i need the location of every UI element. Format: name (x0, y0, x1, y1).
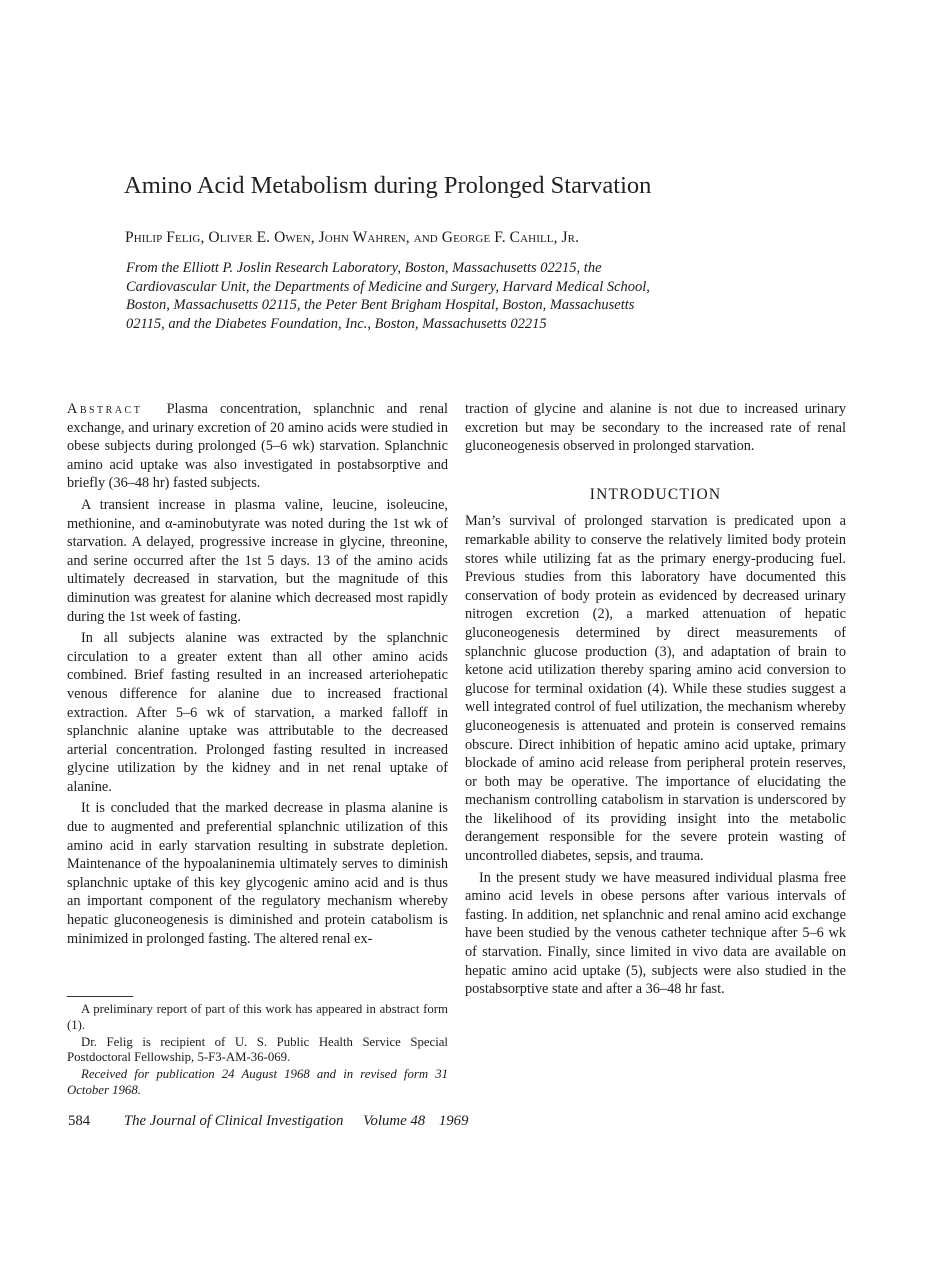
journal-volume: Volume 48 (363, 1113, 426, 1129)
journal-name: The Journal of Clinical Investigation (123, 1113, 344, 1129)
page-title: Amino Acid Metabolism during Prolonged Starvation (124, 172, 652, 199)
introduction-heading: INTRODUCTION (589, 485, 722, 503)
page-number: 584 (68, 1113, 91, 1129)
abstract-paragraph-2: A transient increase in plasma valine, leucine, isoleucine, methionine, and α-aminobutyrate was noted during the 1st wk of starvation. A delayed, progressive increase in glycine, threonine, and serine occurred after the 1st 5 days. 13 of the amino acids ultimately decreased in starvation, but the magnitude of this diminution was greatest for alanine which decreased most rapidly during the 1st week of fasting. (67, 496, 448, 625)
journal-year: 1969 (438, 1113, 469, 1129)
footnote-1: A preliminary report of part of this work has appeared in abstract form (1). (67, 1002, 448, 1032)
abstract-lead: Abstract (67, 401, 143, 417)
left-column (67, 400, 448, 951)
footnote-2: Dr. Felig is recipient of U. S. Public Health Service Special Postdoctoral Fellowship, 5-F3-AM-36-069. (67, 1034, 448, 1065)
right-column (465, 400, 846, 1002)
footnote-rule (67, 996, 133, 997)
abstract-paragraph-3: In all subjects alanine was extracted by the splanchnic circulation to a greater extent than all other amino acids combined. Brief fasting resulted in an increased arteriohepatic venous difference for alanine due to increased fractional extraction. After 5–6 wk of starvation, a marked falloff in splanchnic alanine uptake was attributable to the decreased arterial concentration. Prolonged fasting resulted in increased glycine utilization by the kidney and in net renal uptake of alanine. (67, 630, 448, 795)
footnote-3: Received for publication 24 August 1968 and in revised form 31 October 1968. (67, 1067, 448, 1097)
abstract-paragraph-1-text: Plasma concentration, splanchnic and renal exchange, and urinary excretion of 20 amino acids were studied in obese subjects during prolonged (5–6 wk) starvation. Splanchnic amino acid uptake was also investigated in postabsorptive and briefly (36–48 hr) fasted subjects. (67, 401, 449, 492)
introduction-paragraph-1: Man’s survival of prolonged starvation is predicated upon a remarkable ability to conserve the relatively limited body protein stores while utilizing fat as the primary energy-producing fuel. Previous studies from this laboratory have documented this conservation of body protein as evidenced by decreased urinary nitrogen excretion (2), a marked attenuation of hepatic gluconeogenesis determined by direct measurements of splanchnic glucose production (3), and adaptation of brain to ketone acid utilization thereby sparing amino acid conversion to glucose for terminal oxidation (4). While these studies suggest a well integrated control of fuel utilization, the mechanism whereby gluconeogenesis is attenuated and protein is conserved remains obscure. Direct inhibition of hepatic amino acid uptake, primary blockade of amino acid release from peripheral protein reserves, or both may be operative. The importance of elucidating the mechanism controlling catabolism in starvation is underscored by the likelihood of its providing insight into the metabolic derangement responsible for the severe protein wasting of uncontrolled diabetes, sepsis, and trauma. (465, 513, 846, 865)
page-footer (68, 1111, 668, 1131)
abstract-paragraph-4: It is concluded that the marked decrease in plasma alanine is due to augmented and preferential splanchnic utilization of this amino acid in early starvation resulting in substrate depletion. Maintenance of the hypoalaninemia ultimately serves to diminish splanchnic uptake of this key glycogenic amino acid and is thus an important component of the regulatory mechanism whereby hepatic gluconeogenesis is diminished and protein catabolism is minimized in prolonged fasting. The altered renal ex- (67, 800, 448, 947)
footnotes (67, 1002, 448, 1100)
abstract-paragraph-4-continued: traction of glycine and alanine is not due to increased urinary excretion but may be secondary to the increased rate of renal gluconeogenesis observed in prolonged starvation. (465, 401, 846, 455)
affiliation: From the Elliott P. Joslin Research Laboratory, Boston, Massachusetts 02215, the Cardiovascular Unit, the Departments of Medicine and Surgery, Harvard Medical School, Boston, Massachusetts 02115, the Peter Bent Brigham Hospital, Boston, Massachusetts 02115, and the Diabetes Foundation, Inc., Boston, Massachusetts 02215 (126, 260, 650, 332)
author-list: Philip Felig, Oliver E. Owen, John Wahren, and George F. Cahill, Jr. (125, 229, 580, 246)
introduction-paragraph-2: In the present study we have measured individual plasma free amino acid levels in obese persons after various intervals of fasting. In addition, net splanchnic and renal amino acid exchange have been studied by the venous catheter technique after 5–6 wk of starvation. Finally, since limited in vivo data are available on hepatic amino acid uptake (5), subjects were also studied in the postabsorptive state and after a 36–48 hr fast. (465, 869, 846, 998)
abstract-paragraph-1 (67, 400, 448, 493)
